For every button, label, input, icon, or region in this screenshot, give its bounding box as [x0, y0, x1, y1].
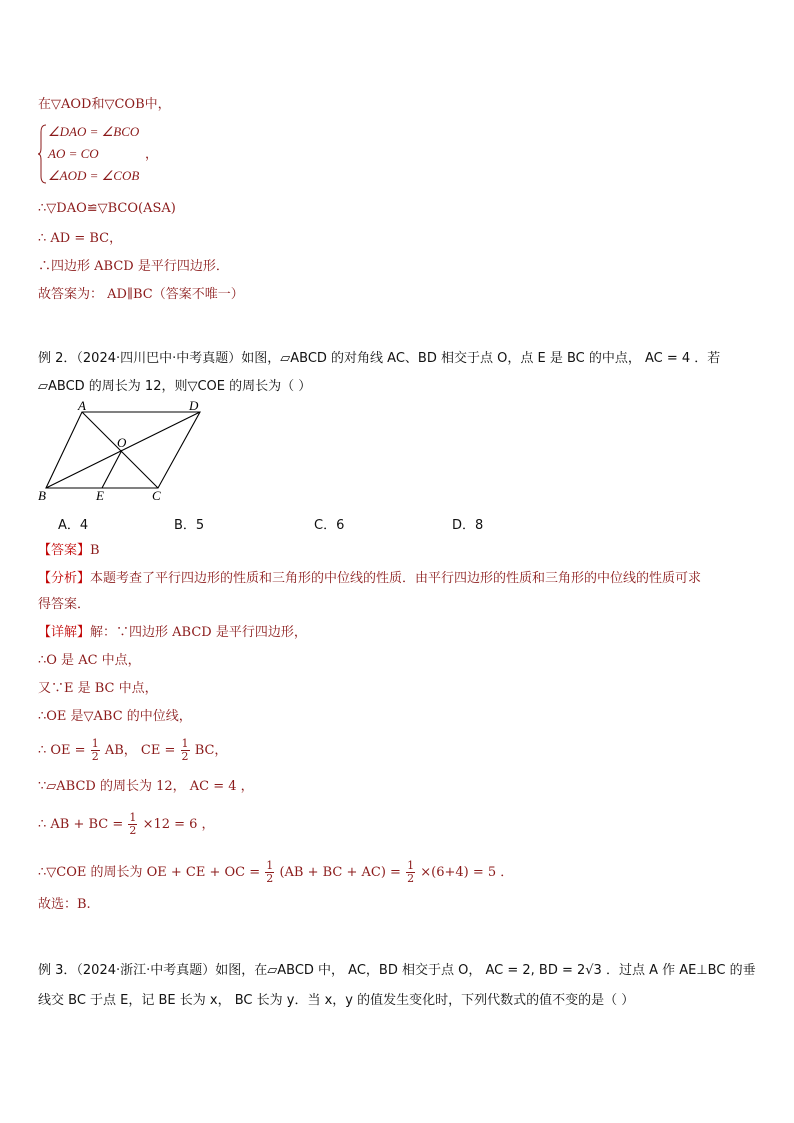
answer-tag: 【答案】	[38, 543, 91, 558]
system-comma: ，	[145, 147, 159, 162]
step-6-a: ∴ AB + BC =	[38, 817, 124, 832]
option-b: B．5	[174, 518, 205, 533]
diagonal-ac	[82, 412, 158, 488]
step-6	[38, 812, 215, 837]
example3-header-cont: 线交 BC 于点 E，记 BE 长为 x， BC 长为 y．当 x，y 的值发生变化时，下列代数式的值不变的是（ ）	[38, 993, 635, 1008]
step-3: ∴OE 是▽ABC 的中位线，	[38, 709, 192, 724]
step-7-b: (AB + BC + AC) =	[279, 865, 401, 880]
analysis-text-cont: 得答案．	[38, 597, 91, 612]
answer-value: B	[90, 543, 100, 558]
fraction-half: $\frac{1}{2}$	[91, 737, 99, 763]
label-c: C	[152, 488, 161, 503]
parallelogram-figure	[34, 400, 214, 506]
example3-header: 例 3．（2024·浙江·中考真题）如图，在▱ABCD 中， AC，BD 相交于点 O， AC = 2, BD = 2√3 ．过点 A 作 AE⊥BC 的垂	[38, 963, 756, 978]
congruence-line: ∴▽DAO≌▽BCO(ASA)	[38, 201, 176, 216]
label-e: E	[96, 488, 104, 503]
example2-header: 例 2．（2024·四川巴中·中考真题）如图，▱ABCD 的对角线 AC、BD 相交于点 O，点 E 是 BC 的中点， AC = 4 ．若	[38, 351, 721, 366]
ad-bc-line: ∴ AD = BC，	[38, 231, 123, 246]
fraction-half: $\frac{1}{2}$	[181, 737, 189, 763]
step-7-c: ×(6+4) = 5 ．	[420, 865, 514, 880]
brace-icon	[38, 124, 48, 184]
label-b: B	[38, 488, 46, 503]
step-7	[38, 860, 513, 885]
parallelogram-line: ∴四边形 ABCD 是平行四边形．	[38, 259, 229, 274]
label-o: O	[117, 435, 127, 450]
step-4-a: ∴ OE =	[38, 743, 86, 758]
diagonal-bd	[46, 412, 200, 488]
analysis-tag: 【分析】	[38, 571, 91, 586]
step-7-a: ∴▽COE 的周长为 OE + CE + OC =	[38, 865, 261, 880]
label-d: D	[189, 400, 199, 413]
analysis-text: 本题考查了平行四边形的性质和三角形的中位线的性质．由平行四边形的性质和三角形的中位线的性质可求	[90, 571, 702, 586]
conclusion: 故选：B.	[38, 897, 91, 912]
detail-tag: 【详解】	[38, 625, 91, 640]
detail-first: 解：∵四边形 ABCD 是平行四边形，	[90, 625, 307, 640]
step-2: 又∵E 是 BC 中点，	[38, 681, 158, 696]
fraction-half: $\frac{1}{2}$	[407, 859, 415, 885]
answer-line: 故答案为： AD∥BC（答案不唯一）	[38, 287, 244, 302]
detail-row	[38, 624, 307, 642]
step-4-c: BC，	[194, 743, 228, 758]
step-5: ∵▱ABCD 的周长为 12， AC = 4 ，	[38, 779, 254, 794]
step-4-b: AB， CE =	[104, 743, 176, 758]
proof-intro-line: 在▽AOD和▽COB中，	[38, 97, 171, 112]
system-eq-1: ∠DAO = ∠BCO	[48, 124, 140, 139]
label-a: A	[78, 400, 86, 413]
step-4	[38, 738, 227, 763]
option-d: D．8	[452, 518, 484, 533]
system-eq-2: AO = CO	[48, 146, 99, 161]
example2-header-cont: ▱ABCD 的周长为 12，则▽COE 的周长为（ ）	[38, 379, 312, 394]
answer-row	[38, 542, 100, 560]
option-a: A．4	[58, 518, 89, 533]
step-1: ∴O 是 AC 中点，	[38, 653, 141, 668]
system-eq-3: ∠AOD = ∠COB	[48, 168, 140, 183]
step-6-b: ×12 = 6 ，	[142, 817, 215, 832]
analysis-row	[38, 570, 701, 588]
option-c: C．6	[314, 518, 345, 533]
fraction-half: $\frac{1}{2}$	[266, 859, 274, 885]
fraction-half: $\frac{1}{2}$	[129, 811, 137, 837]
